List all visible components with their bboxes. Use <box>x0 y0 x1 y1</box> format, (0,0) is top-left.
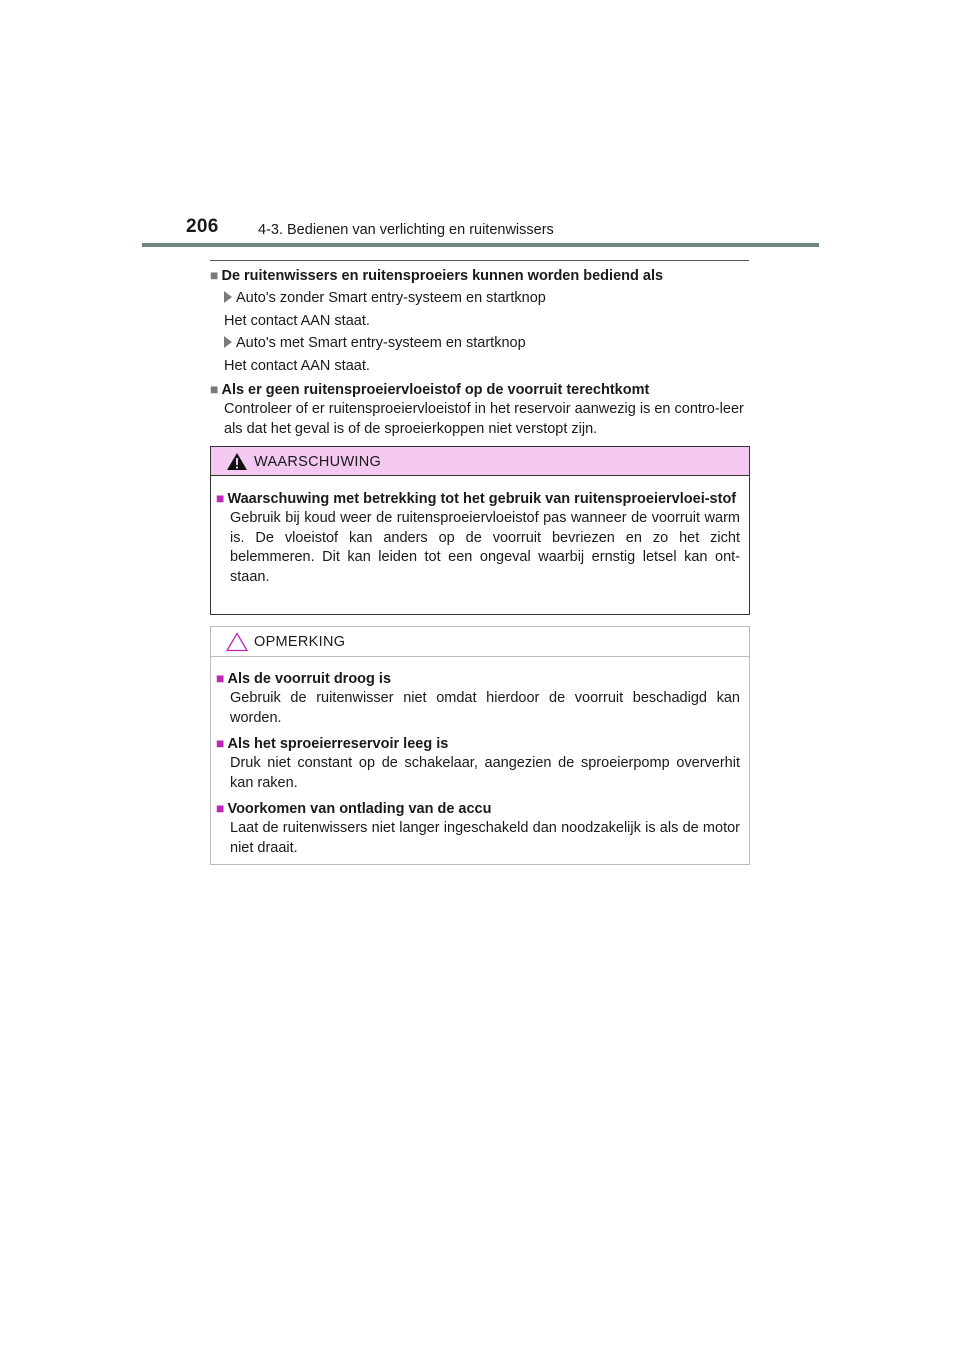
warning-title: WAARSCHUWING <box>254 454 382 470</box>
arrow-bullet-icon <box>224 336 232 348</box>
heading-operation: ■ De ruitenwissers en ruitensproeiers kunnen worden bediend als <box>210 267 664 284</box>
square-bullet-icon: ■ <box>210 381 219 397</box>
notice-heading: ■ Als het sproeierreservoir leeg is <box>216 735 449 752</box>
square-bullet-icon: ■ <box>216 490 225 506</box>
square-bullet-icon: ■ <box>216 670 225 686</box>
content-divider <box>210 260 749 261</box>
notice-text: Laat de ruitenwissers niet langer ingeschakeld dan noodzakelijk is als de motor niet draait. <box>230 820 740 856</box>
operation-conditions <box>210 266 750 439</box>
notice-header <box>211 627 749 657</box>
section-title: 4-3. Bedienen van verlichting en ruitenwissers <box>258 222 554 238</box>
notice-text: Gebruik de ruitenwisser niet omdat hierdoor de voorruit beschadigd kan worden. <box>230 690 740 726</box>
arrow-bullet-icon <box>224 291 232 303</box>
square-bullet-icon: ■ <box>210 267 219 283</box>
heading-no-fluid: ■ Als er geen ruitensproeiervloeistof op de voorruit terechtkomt <box>210 381 650 398</box>
notice-triangle-icon <box>226 632 248 652</box>
square-bullet-icon: ■ <box>216 735 225 751</box>
header-divider <box>142 243 819 247</box>
notice-heading: ■ Voorkomen van ontlading van de accu <box>216 800 492 817</box>
list-item: Auto's met Smart entry-systeem en startknop <box>210 334 750 354</box>
notice-title: OPMERKING <box>254 634 346 650</box>
page-number: 206 <box>186 216 219 237</box>
notice-box <box>210 626 750 865</box>
warning-text: Gebruik bij koud weer de ruitensproeiervloeistof pas wanneer de voorruit warm is. De vloeistof kan anders op de voorruit bevriezen en zo het zicht belemmeren. Dit kan leiden tot een ongeval waarbij ernstig letsel kan ont-staan. <box>230 510 740 585</box>
square-bullet-icon: ■ <box>216 800 225 816</box>
list-item-text: Het contact AAN staat. <box>224 312 370 329</box>
list-item: Auto's zonder Smart entry-systeem en startknop <box>210 289 750 309</box>
notice-text: Druk niet constant op de schakelaar, aangezien de sproeierpomp oververhit kan raken. <box>230 755 740 791</box>
no-fluid-text: Controleer of er ruitensproeiervloeistof in het reservoir aanwezig is en contro-leer als dat het geval is of de sproeierkoppen niet verstopt zijn. <box>224 401 744 437</box>
warning-box <box>210 446 750 615</box>
warning-triangle-icon <box>226 452 248 471</box>
warning-heading: ■ Waarschuwing met betrekking tot het gebruik van ruitensproeiervloei-stof <box>216 490 737 507</box>
warning-header <box>211 447 749 476</box>
list-item-text: Het contact AAN staat. <box>224 357 370 374</box>
notice-heading: ■ Als de voorruit droog is <box>216 670 392 687</box>
